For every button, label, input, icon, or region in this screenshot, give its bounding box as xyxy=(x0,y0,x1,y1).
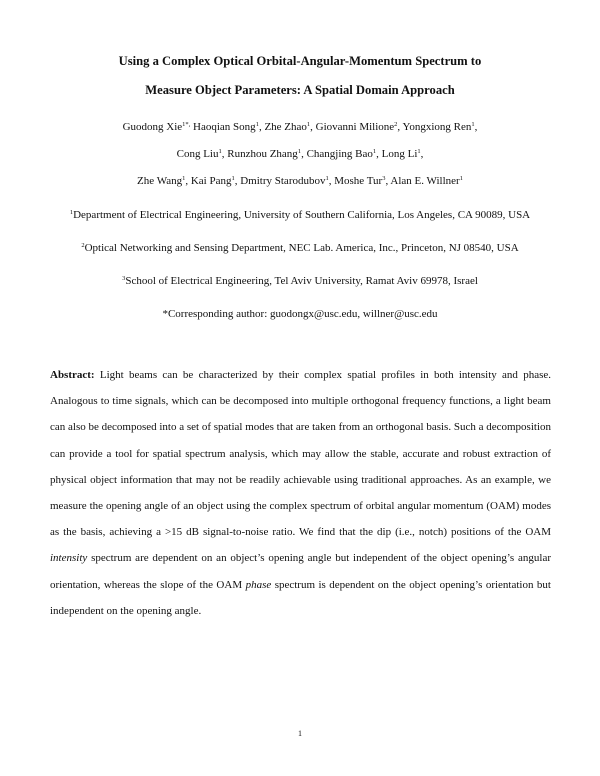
abstract-text-3: spectrum is dependent on the object opening’s orientation but independent on the opening angle. xyxy=(50,578,551,617)
abstract-label: Abstract: xyxy=(50,369,95,381)
author-1: Guodong Xie$^{1*,}$ xyxy=(122,121,191,133)
abstract-italic-phase: phase xyxy=(245,578,272,591)
author-line-2 xyxy=(20,147,580,162)
author-line-3 xyxy=(20,174,580,189)
author-14: , Alan E. Willner$^1$ xyxy=(385,175,463,187)
author-12: , Dmitry Starodubov$^1$ xyxy=(234,175,329,187)
author-8: , Changjing Bao$^1$ xyxy=(301,148,377,160)
affiliation-1: $^1$Department of Electrical Engineering, University of Southern California, Los Angeles, CA 90089, USA xyxy=(69,209,531,221)
author-separator: , xyxy=(474,121,478,133)
abstract-text-1: Light beams can be characterized by their complex spatial profiles in both intensity and phase. Analogous to time signals, which can be decomposed into multiple orthogonal frequency functions, a light beam can also be decomposed into a set of spatial modes that are taken from an orthogonal basis. Such a decomposition can provide a tool for spatial spectrum analysis, which may allow the stable, accurate and robust extraction of physical object information that may not be readily achievable using traditional approaches. As an example, we measure the opening angle of an object using the complex spectrum of orbital angular momentum (OAM) modes as the basis, achieving a >15 dB signal-to-noise ratio. We find that the dip (i.e., notch) positions of the OAM xyxy=(50,369,551,539)
author-7: , Runzhou Zhang$^1$ xyxy=(221,148,302,160)
author-9: , Long Li$^1$ xyxy=(376,148,421,160)
author-2: Haoqian Song$^1$ xyxy=(190,121,259,133)
author-10: Zhe Wang$^1$ xyxy=(137,175,186,187)
author-line-1 xyxy=(20,120,580,135)
affiliation-3: $^3$School of Electrical Engineering, Tel Aviv University, Ramat Aviv 69978, Israel xyxy=(122,275,478,287)
title-line-1: Using a Complex Optical Orbital-Angular-Momentum Spectrum to xyxy=(118,54,482,68)
author-5: , Yongxiong Ren$^1$ xyxy=(397,121,475,133)
author-13: , Moshe Tur$^3$ xyxy=(328,175,386,187)
abstract-paragraph xyxy=(50,362,551,624)
page-number: 1 xyxy=(298,729,302,738)
author-6: Cong Liu$^1$ xyxy=(176,148,222,160)
abstract-italic-intensity: intensity xyxy=(50,552,88,565)
author-4: , Giovanni Milione$^2$ xyxy=(310,121,398,133)
author-separator: , xyxy=(420,148,424,160)
title-line-2: Measure Object Parameters: A Spatial Domain Approach xyxy=(145,83,455,97)
affiliation-2: $^2$Optical Networking and Sensing Department, NEC Lab. America, Inc., Princeton, NJ 08540, USA xyxy=(81,242,519,254)
author-11: , Kai Pang$^1$ xyxy=(185,175,235,187)
abstract-text-2: spectrum are dependent on an object’s opening angle but independent of the object opening’s angular orientation, whereas the slope of the OAM xyxy=(50,552,551,591)
author-3: , Zhe Zhao$^1$ xyxy=(258,121,311,133)
corresponding-author: *Corresponding author: guodongx@usc.edu, willner@usc.edu xyxy=(162,308,438,320)
